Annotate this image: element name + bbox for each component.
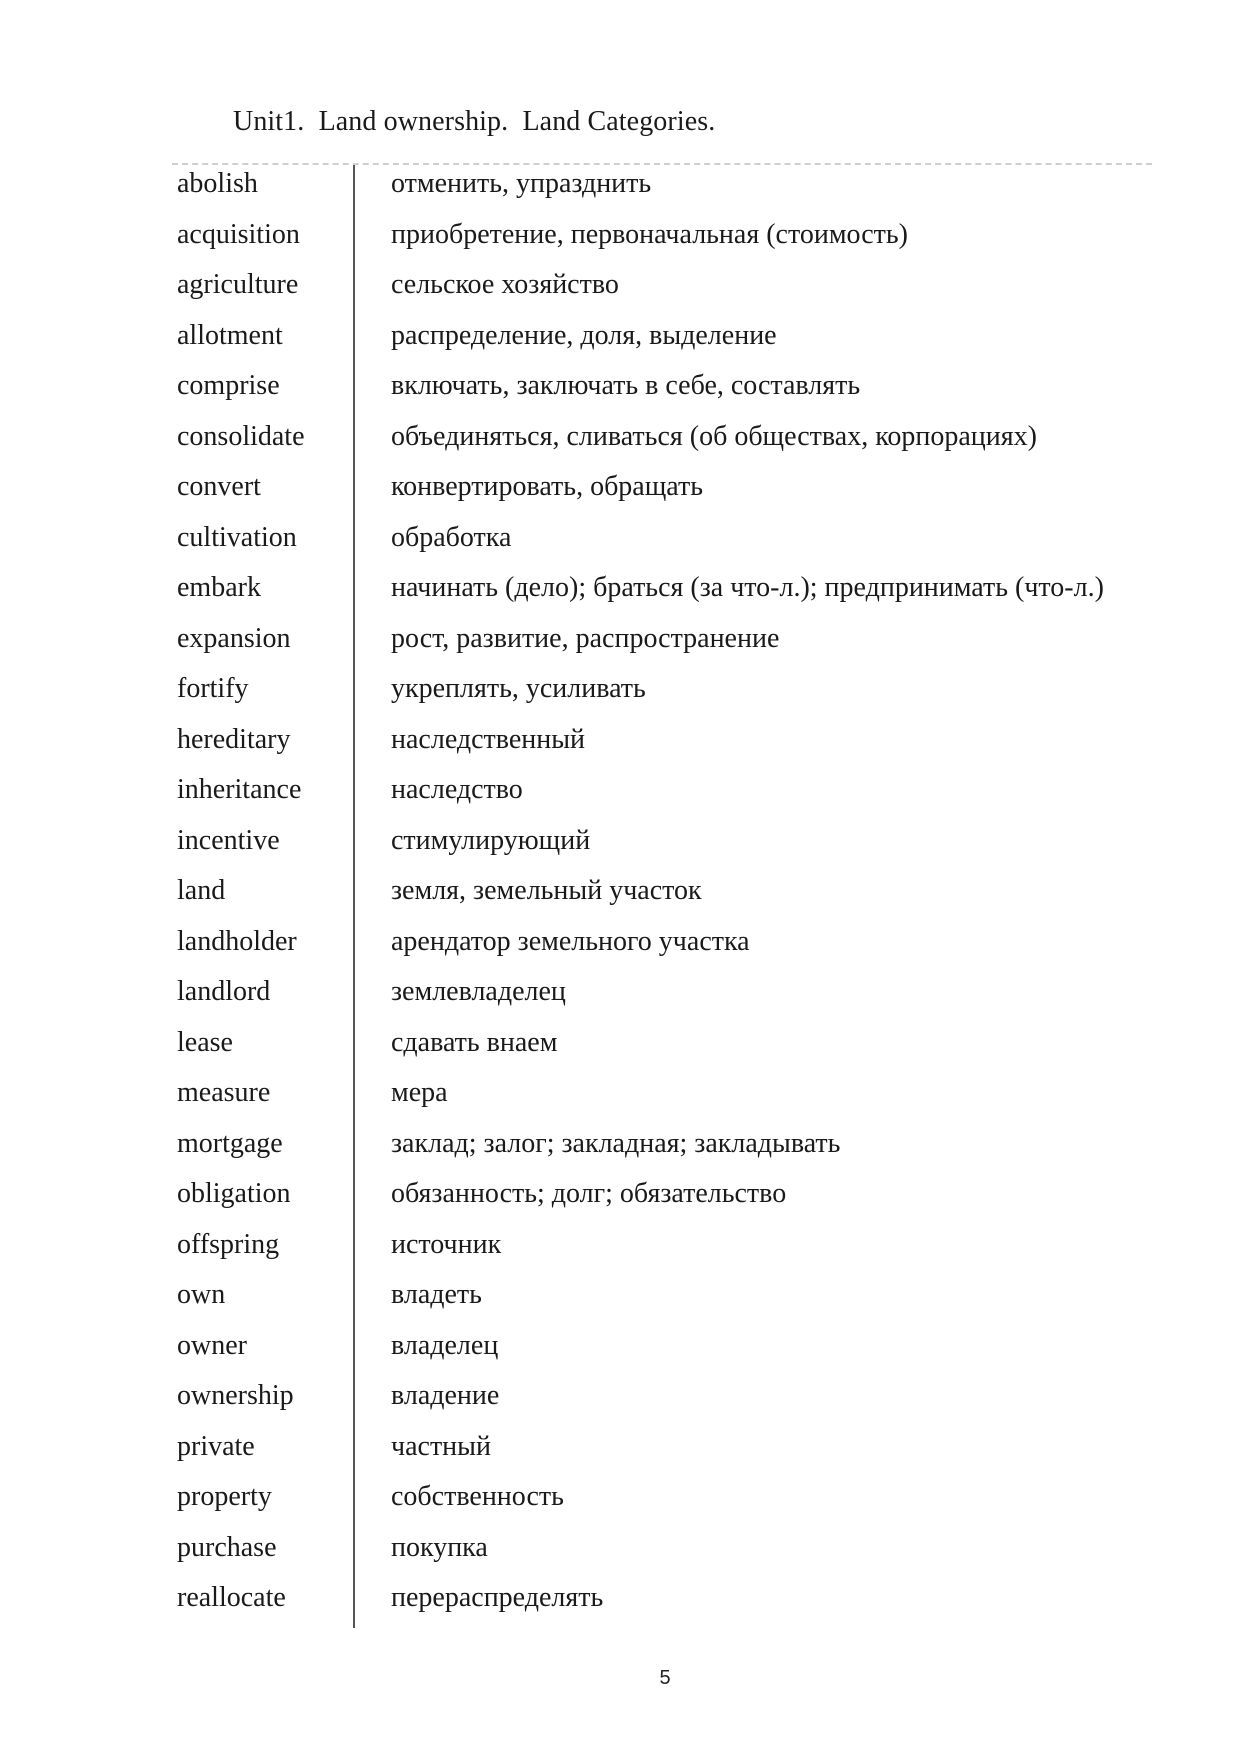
vocabulary-row [0,1478,1241,1529]
vocabulary-row [0,1428,1241,1479]
page-title: Unit1. Land ownership. Land Categories. [233,106,716,137]
vocabulary-row [0,771,1241,822]
vocabulary-term: measure [177,1077,271,1108]
vocabulary-list [0,165,1241,1630]
vocabulary-row [0,1327,1241,1378]
vocabulary-term: lease [177,1026,233,1058]
vocabulary-translation: обработка [391,521,512,553]
vocabulary-translation: владеть [391,1279,482,1310]
vocabulary-term: ownership [177,1380,294,1411]
vocabulary-term: mortgage [177,1127,283,1159]
vocabulary-term: private [177,1430,255,1462]
vocabulary-translation: сдавать внаем [391,1026,558,1058]
vocabulary-term: acquisition [177,218,300,250]
vocabulary-term: fortify [177,673,249,704]
vocabulary-row [0,317,1241,368]
vocabulary-translation: покупка [391,1531,488,1563]
vocabulary-translation: наследство [391,774,523,805]
vocabulary-term: expansion [177,622,291,654]
vocabulary-row [0,1125,1241,1176]
vocabulary-term: purchase [177,1531,277,1563]
vocabulary-translation: частный [391,1430,491,1462]
vocabulary-term: allotment [177,319,283,351]
vocabulary-term: agriculture [177,269,299,300]
vocabulary-term: comprise [177,370,280,401]
vocabulary-translation: рост, развитие, распространение [391,622,780,654]
vocabulary-translation: источник [391,1228,502,1260]
vocabulary-translation: перераспределять [391,1582,604,1613]
vocabulary-row [0,216,1241,267]
vocabulary-row [0,266,1241,317]
vocabulary-term: own [177,1279,226,1310]
vocabulary-row [0,418,1241,469]
vocabulary-translation: отменить, упразднить [391,168,652,199]
vocabulary-row [0,468,1241,519]
vocabulary-term: obligation [177,1178,291,1209]
vocabulary-term: hereditary [177,723,291,755]
vocabulary-translation: объединяться, сливаться (об обществах, корпорациях) [391,420,1037,452]
vocabulary-row [0,1529,1241,1580]
vocabulary-row [0,822,1241,873]
vocabulary-term: abolish [177,168,258,199]
vocabulary-translation: укреплять, усиливать [391,673,646,704]
vocabulary-translation: арендатор земельного участка [391,925,750,957]
vocabulary-term: cultivation [177,521,297,553]
vocabulary-term: offspring [177,1228,280,1260]
vocabulary-row [0,519,1241,570]
vocabulary-term: land [177,875,226,906]
page-number: 5 [659,1667,671,1689]
vocabulary-term: convert [177,471,261,502]
vocabulary-row [0,923,1241,974]
vocabulary-translation: начинать (дело); браться (за что-л.); предпринимать (что-л.) [391,572,1104,603]
vocabulary-translation: конвертировать, обращать [391,471,704,502]
vocabulary-translation: включать, заключать в себе, составлять [391,370,861,401]
vocabulary-translation: сельское хозяйство [391,269,619,300]
vocabulary-translation: наследственный [391,723,586,755]
vocabulary-term: property [177,1481,272,1512]
vocabulary-row [0,1226,1241,1277]
vocabulary-term: owner [177,1329,247,1361]
vocabulary-term: inheritance [177,774,302,805]
vocabulary-row [0,721,1241,772]
vocabulary-row [0,1074,1241,1125]
vocabulary-translation: стимулирующий [391,824,591,856]
vocabulary-translation: владение [391,1380,500,1411]
vocabulary-translation: обязанность; долг; обязательство [391,1178,787,1209]
vocabulary-translation: землевладелец [391,976,566,1007]
vocabulary-translation: приобретение, первоначальная (стоимость) [391,218,909,250]
vocabulary-term: embark [177,572,261,603]
vocabulary-row [0,367,1241,418]
vocabulary-translation: распределение, доля, выделение [391,319,777,351]
vocabulary-term: landholder [177,925,297,957]
vocabulary-term: incentive [177,824,280,856]
vocabulary-term: reallocate [177,1582,286,1613]
vocabulary-term: landlord [177,976,271,1007]
vocabulary-row [0,1175,1241,1226]
vocabulary-row [0,973,1241,1024]
vocabulary-row [0,165,1241,216]
vocabulary-translation: владелец [391,1329,499,1361]
vocabulary-row [0,670,1241,721]
vocabulary-row [0,1377,1241,1428]
vocabulary-translation: мера [391,1077,448,1108]
vocabulary-row [0,1276,1241,1327]
vocabulary-row [0,569,1241,620]
vocabulary-translation: земля, земельный участок [391,875,702,906]
vocabulary-term: consolidate [177,420,305,452]
vocabulary-row [0,1024,1241,1075]
vocabulary-row [0,1579,1241,1630]
vocabulary-row [0,620,1241,671]
vocabulary-row [0,872,1241,923]
vocabulary-translation: заклад; залог; закладная; закладывать [391,1127,841,1159]
vocabulary-translation: собственность [391,1481,564,1512]
